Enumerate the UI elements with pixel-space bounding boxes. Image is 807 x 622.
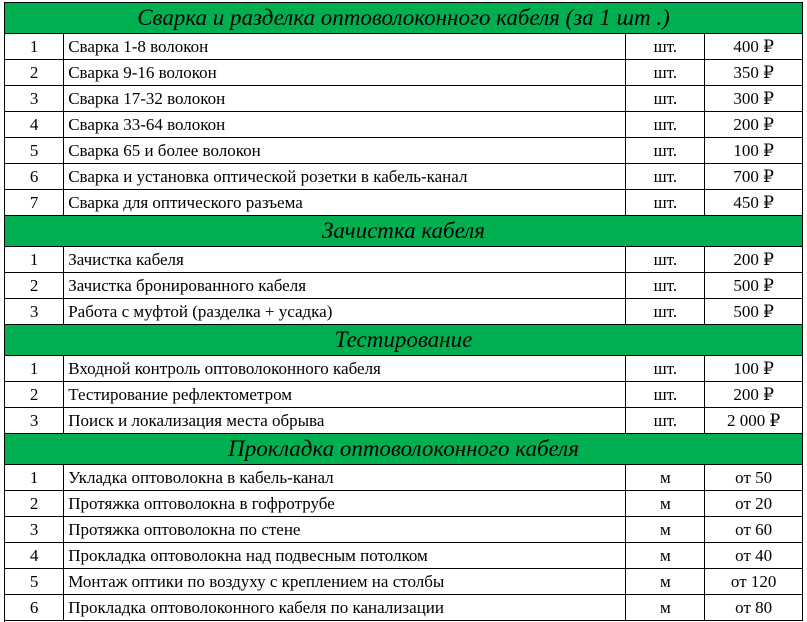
service-name: Прокладка оптоволоконного кабеля по канализации	[64, 595, 626, 621]
row-number: 6	[5, 164, 64, 190]
table-row	[5, 273, 803, 299]
row-number: 7	[5, 190, 64, 216]
table-row	[5, 60, 803, 86]
row-number: 5	[5, 138, 64, 164]
price-cell: 350 ₽	[705, 60, 803, 86]
section-title: Сварка и разделка оптоволоконного кабеля (за 1 шт .)	[5, 3, 803, 34]
table-row	[5, 465, 803, 491]
table-tail	[4, 614, 804, 622]
service-name: Прокладка оптоволокна над подвесным потолком	[64, 543, 626, 569]
table-row	[5, 34, 803, 60]
table-row	[5, 569, 803, 595]
unit-cell: шт.	[626, 408, 705, 434]
row-number: 1	[5, 247, 64, 273]
row-number: 2	[5, 273, 64, 299]
price-cell: от 120	[705, 569, 803, 595]
table-row	[5, 299, 803, 325]
unit-cell: шт.	[626, 164, 705, 190]
unit-cell: м	[626, 491, 705, 517]
unit-cell: шт.	[626, 190, 705, 216]
table-row	[5, 543, 803, 569]
table-row	[5, 86, 803, 112]
row-number: 2	[5, 382, 64, 408]
row-number: 2	[5, 60, 64, 86]
unit-cell: шт.	[626, 86, 705, 112]
section-header	[5, 325, 803, 356]
unit-cell: шт.	[626, 60, 705, 86]
section-title: Прокладка оптоволоконного кабеля	[5, 434, 803, 465]
service-name: Сварка 17-32 волокон	[64, 86, 626, 112]
unit-cell: шт.	[626, 138, 705, 164]
service-name: Поиск и локализация места обрыва	[64, 408, 626, 434]
price-cell: 500 ₽	[705, 299, 803, 325]
table-row	[5, 491, 803, 517]
row-number: 3	[5, 408, 64, 434]
row-number: 1	[5, 356, 64, 382]
price-cell: 400 ₽	[705, 34, 803, 60]
section-title: Тестирование	[5, 325, 803, 356]
row-number: 1	[5, 465, 64, 491]
unit-cell: шт.	[626, 34, 705, 60]
table-row	[5, 138, 803, 164]
unit-cell: м	[626, 517, 705, 543]
price-cell: 450 ₽	[705, 190, 803, 216]
service-name: Входной контроль оптоволоконного кабеля	[64, 356, 626, 382]
unit-cell: м	[626, 465, 705, 491]
row-number: 2	[5, 491, 64, 517]
service-name: Сварка 65 и более волокон	[64, 138, 626, 164]
row-number: 1	[5, 34, 64, 60]
unit-cell: шт.	[626, 356, 705, 382]
price-cell: 100 ₽	[705, 138, 803, 164]
table-row	[5, 164, 803, 190]
price-table-body	[5, 3, 803, 621]
price-cell: от 60	[705, 517, 803, 543]
table-row	[5, 190, 803, 216]
price-cell: от 20	[705, 491, 803, 517]
price-cell: 100 ₽	[705, 356, 803, 382]
service-name: Протяжка оптоволокна по стене	[64, 517, 626, 543]
service-name: Сварка 9-16 волокон	[64, 60, 626, 86]
service-name: Протяжка оптоволокна в гофротрубе	[64, 491, 626, 517]
unit-cell: шт.	[626, 273, 705, 299]
row-number: 4	[5, 112, 64, 138]
unit-cell: шт.	[626, 299, 705, 325]
unit-cell: шт.	[626, 247, 705, 273]
section-header	[5, 216, 803, 247]
table-row	[5, 112, 803, 138]
section-header	[5, 434, 803, 465]
service-name: Укладка оптоволокна в кабель-канал	[64, 465, 626, 491]
price-cell: 200 ₽	[705, 382, 803, 408]
table-row	[5, 247, 803, 273]
row-number: 3	[5, 86, 64, 112]
unit-cell: шт.	[626, 112, 705, 138]
unit-cell: м	[626, 595, 705, 621]
row-number: 4	[5, 543, 64, 569]
price-cell: 500 ₽	[705, 273, 803, 299]
service-name: Сварка 33-64 волокон	[64, 112, 626, 138]
price-cell: от 80	[705, 595, 803, 621]
service-name: Зачистка бронированного кабеля	[64, 273, 626, 299]
table-row	[5, 517, 803, 543]
unit-cell: м	[626, 569, 705, 595]
service-name: Сварка для оптического разъема	[64, 190, 626, 216]
price-cell: от 50	[705, 465, 803, 491]
price-table	[4, 2, 803, 621]
price-cell: 700 ₽	[705, 164, 803, 190]
row-number: 5	[5, 569, 64, 595]
unit-cell: м	[626, 543, 705, 569]
service-name: Сварка и установка оптической розетки в кабель-канал	[64, 164, 626, 190]
row-number: 3	[5, 517, 64, 543]
section-header	[5, 3, 803, 34]
service-name: Тестирование рефлектометром	[64, 382, 626, 408]
price-cell: 2 000 ₽	[705, 408, 803, 434]
row-number: 6	[5, 595, 64, 621]
table-row	[5, 408, 803, 434]
price-cell: 300 ₽	[705, 86, 803, 112]
price-cell: 200 ₽	[705, 112, 803, 138]
service-name: Работа с муфтой (разделка + усадка)	[64, 299, 626, 325]
service-name: Сварка 1-8 волокон	[64, 34, 626, 60]
unit-cell: шт.	[626, 382, 705, 408]
row-number: 3	[5, 299, 64, 325]
price-cell: 200 ₽	[705, 247, 803, 273]
table-row	[5, 356, 803, 382]
service-name: Монтаж оптики по воздуху с креплением на столбы	[64, 569, 626, 595]
service-name: Зачистка кабеля	[64, 247, 626, 273]
table-row	[5, 382, 803, 408]
section-title: Зачистка кабеля	[5, 216, 803, 247]
price-cell: от 40	[705, 543, 803, 569]
